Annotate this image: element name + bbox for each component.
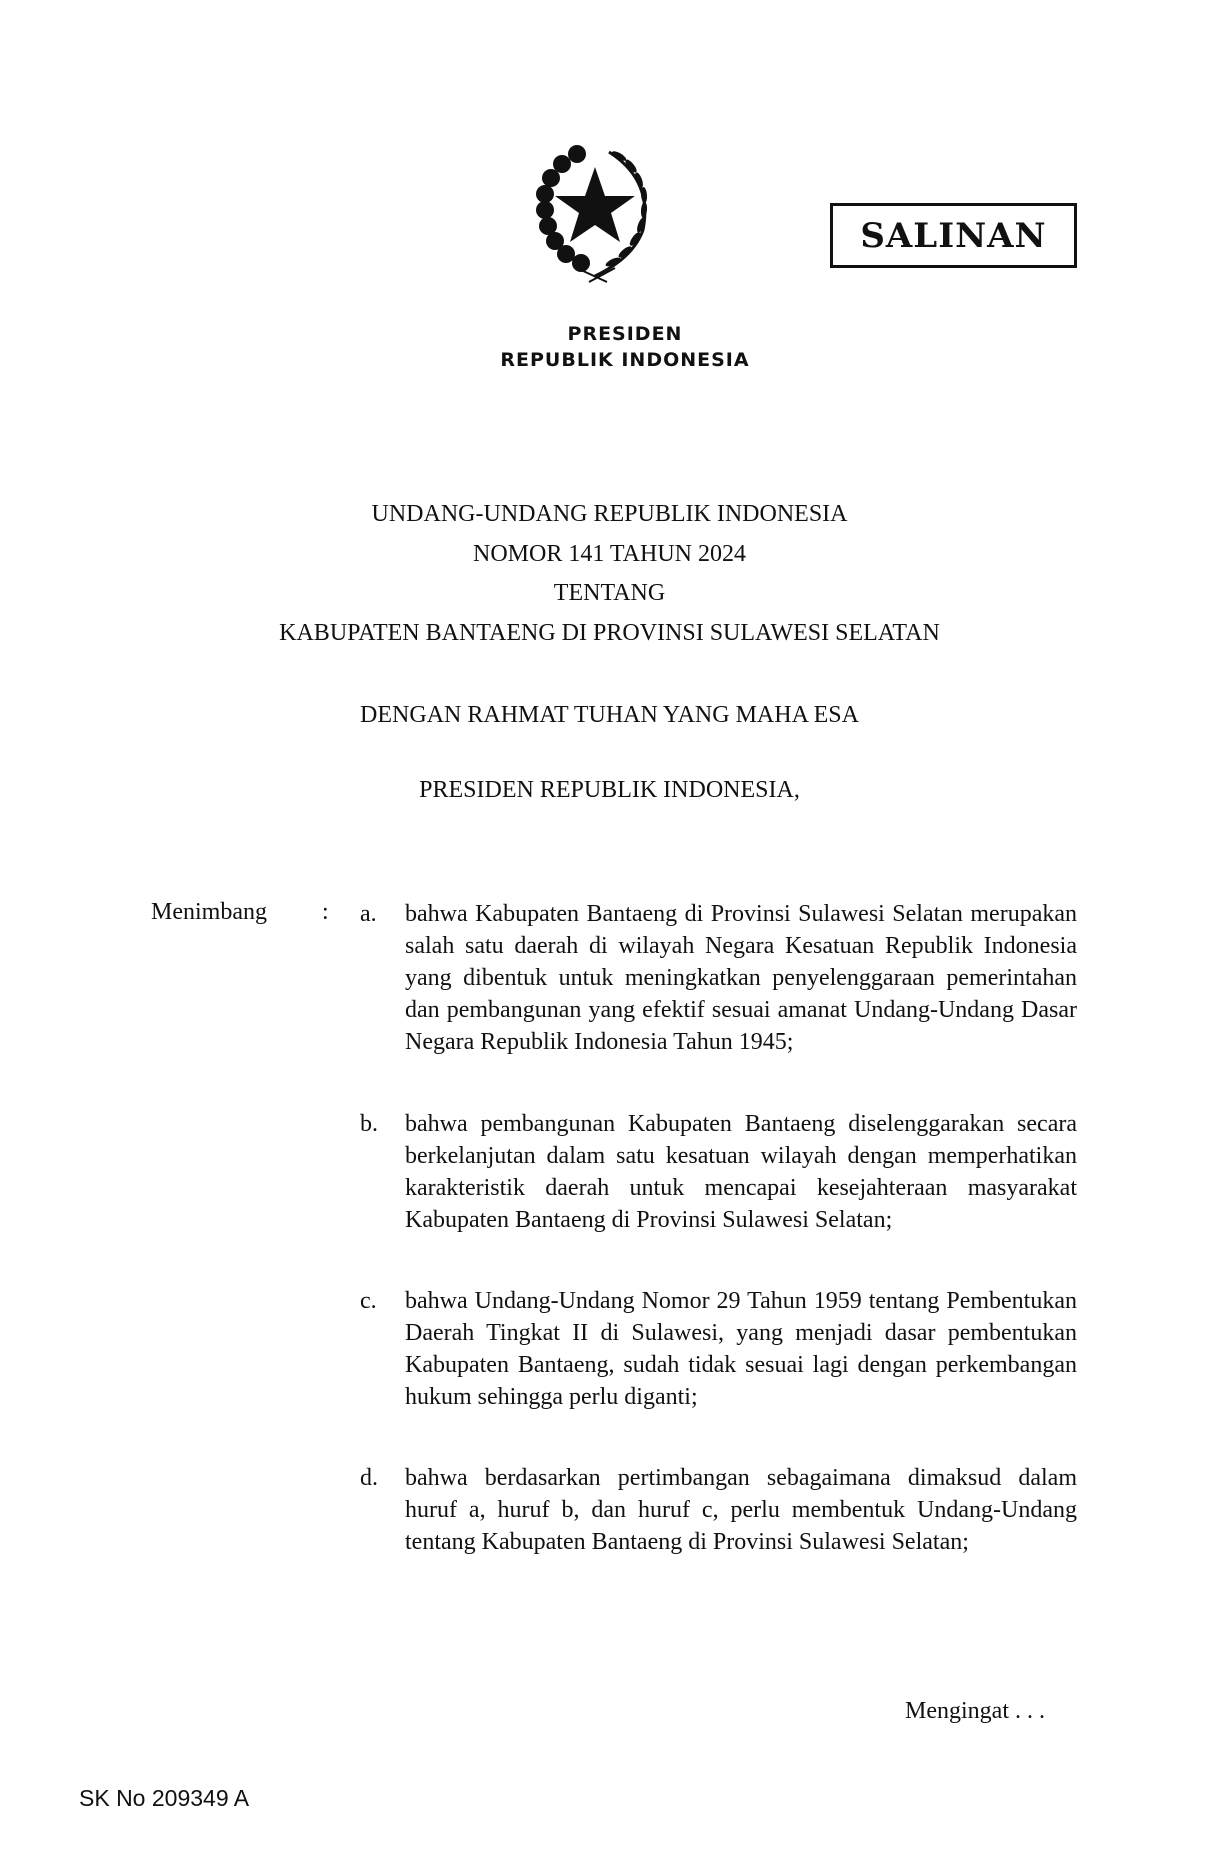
law-title-line1: UNDANG-UNDANG REPUBLIK INDONESIA: [371, 501, 848, 527]
emblem-title-president: PRESIDEN: [567, 323, 683, 345]
salinan-stamp: SALINAN: [830, 203, 1077, 268]
consideration-item-c: bahwa Undang-Undang Nomor 29 Tahun 1959 tentang Pembentukan Daerah Tingkat II di Sulawesi, yang menjadi dasar pembentukan Kabupaten Bantaeng, sudah tidak sesuai lagi dengan perkembangan hukum sehingga perlu diganti;: [405, 1288, 1077, 1410]
consideration-item-b: bahwa pembangunan Kabupaten Bantaeng diselenggarakan secara berkelanjutan dalam satu kesatuan wilayah dengan memperhatikan karakteristik daerah untuk mencapai kesejahteraan masyarakat Kabupaten Bantaeng di Provinsi Sulawesi Selatan;: [405, 1111, 1077, 1233]
item-marker-c: c.: [360, 1288, 377, 1314]
emblem-title-republic: REPUBLIK INDONESIA: [500, 349, 750, 371]
invocation: DENGAN RAHMAT TUHAN YANG MAHA ESA: [360, 702, 859, 728]
considerations-separator: :: [322, 899, 329, 925]
law-number: NOMOR 141 TAHUN 2024: [473, 541, 746, 567]
document-reference: SK No 209349 A: [79, 1785, 250, 1811]
law-subject: KABUPATEN BANTAENG DI PROVINSI SULAWESI SELATAN: [279, 620, 940, 646]
law-about: TENTANG: [553, 580, 666, 606]
continuation-text: Mengingat . . .: [905, 1698, 1045, 1724]
consideration-item-a: bahwa Kabupaten Bantaeng di Provinsi Sulawesi Selatan merupakan salah satu daerah di wilayah Negara Kesatuan Republik Indonesia yang dibentuk untuk meningkatkan penyelenggaraan pemerintahan dan pembangunan yang efektif sesuai amanat Undang-Undang Dasar Negara Republik Indonesia Tahun 1945;: [405, 901, 1077, 1055]
garuda-star-emblem-icon: [515, 130, 675, 290]
consideration-item-d: bahwa berdasarkan pertimbangan sebagaimana dimaksud dalam huruf a, huruf b, dan huruf c, perlu membentuk Undang-Undang tentang Kabupaten Bantaeng di Provinsi Sulawesi Selatan;: [405, 1465, 1077, 1555]
authority: PRESIDEN REPUBLIK INDONESIA,: [419, 777, 800, 803]
considerations-label: Menimbang: [151, 899, 267, 925]
item-marker-d: d.: [360, 1465, 378, 1491]
item-marker-b: b.: [360, 1111, 378, 1137]
item-marker-a: a.: [360, 901, 377, 927]
